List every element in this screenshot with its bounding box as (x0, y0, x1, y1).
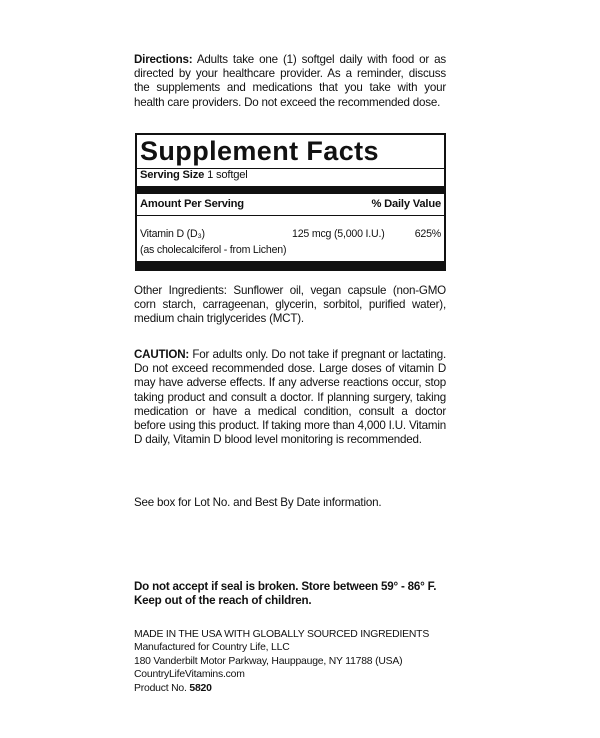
product-number-label: Product No. (134, 682, 187, 694)
nutrient-source: (as cholecalciferol - from Lichen) (140, 244, 287, 256)
serving-size-label: Serving Size (140, 169, 205, 181)
amount-per-serving-header: Amount Per Serving (140, 198, 244, 210)
thick-divider (137, 186, 444, 194)
manufacturer-website: CountryLifeVitamins.com (134, 669, 245, 681)
directions-label: Directions: (134, 53, 193, 66)
product-number-value: 5820 (189, 682, 212, 694)
caution-label: CAUTION: (134, 348, 190, 361)
caution-text: For adults only. Do not take if pregnant or lactating. Do not exceed recommended dose. Large doses of vitamin D may have adverse effects. If any adverse reactions occur, stop taking product and consult a doctor. If planning surgery, taking medication or have a medical condition, consult a doctor before using this product. If taking more than 4,000 I.U. Vitamin D daily, Vitamin D blood level monitoring is recommended. (134, 348, 446, 447)
storage-line-1: Do not accept if seal is broken. Store between 59° - 86° F. (134, 580, 437, 593)
nutrient-name: Vitamin D (D₃) (140, 228, 205, 240)
divider (137, 215, 444, 216)
manufacturer-address: 180 Vanderbilt Motor Parkway, Hauppauge, NY 11788 (USA) (134, 655, 403, 667)
other-ingredients: Other Ingredients: Sunflower oil, vegan capsule (non-GMO corn starch, carrageenan, glycerin, sorbitol, purified water), medium chain triglycerides (MCT). (134, 284, 446, 326)
manufacturer-line-2: Manufactured for Country Life, LLC (134, 642, 290, 654)
product-number (134, 682, 446, 695)
directions-paragraph (134, 53, 446, 110)
daily-value-header: % Daily Value (371, 198, 441, 210)
manufacturer-info (134, 628, 446, 695)
manufacturer-line-1: MADE IN THE USA WITH GLOBALLY SOURCED INGREDIENTS (134, 629, 430, 640)
lot-info: See box for Lot No. and Best By Date information. (134, 496, 382, 509)
thick-divider (137, 261, 444, 269)
caution-paragraph (134, 348, 446, 447)
supplement-facts-title: Supplement Facts (140, 136, 379, 166)
serving-size (140, 169, 248, 182)
nutrient-daily-value: 625% (414, 228, 441, 240)
supplement-facts-panel (135, 133, 446, 271)
nutrient-amount: 125 mcg (5,000 I.U.) (292, 228, 385, 240)
serving-size-value: 1 softgel (207, 169, 248, 181)
directions-text: Adults take one (1) softgel daily with food or as directed by your healthcare provider. As a reminder, discuss the supplements and medications that you take with your health care providers. Do not exceed the recommended dose. (134, 53, 446, 109)
storage-warning (134, 580, 446, 608)
storage-line-2: Keep out of the reach of children. (134, 594, 312, 608)
